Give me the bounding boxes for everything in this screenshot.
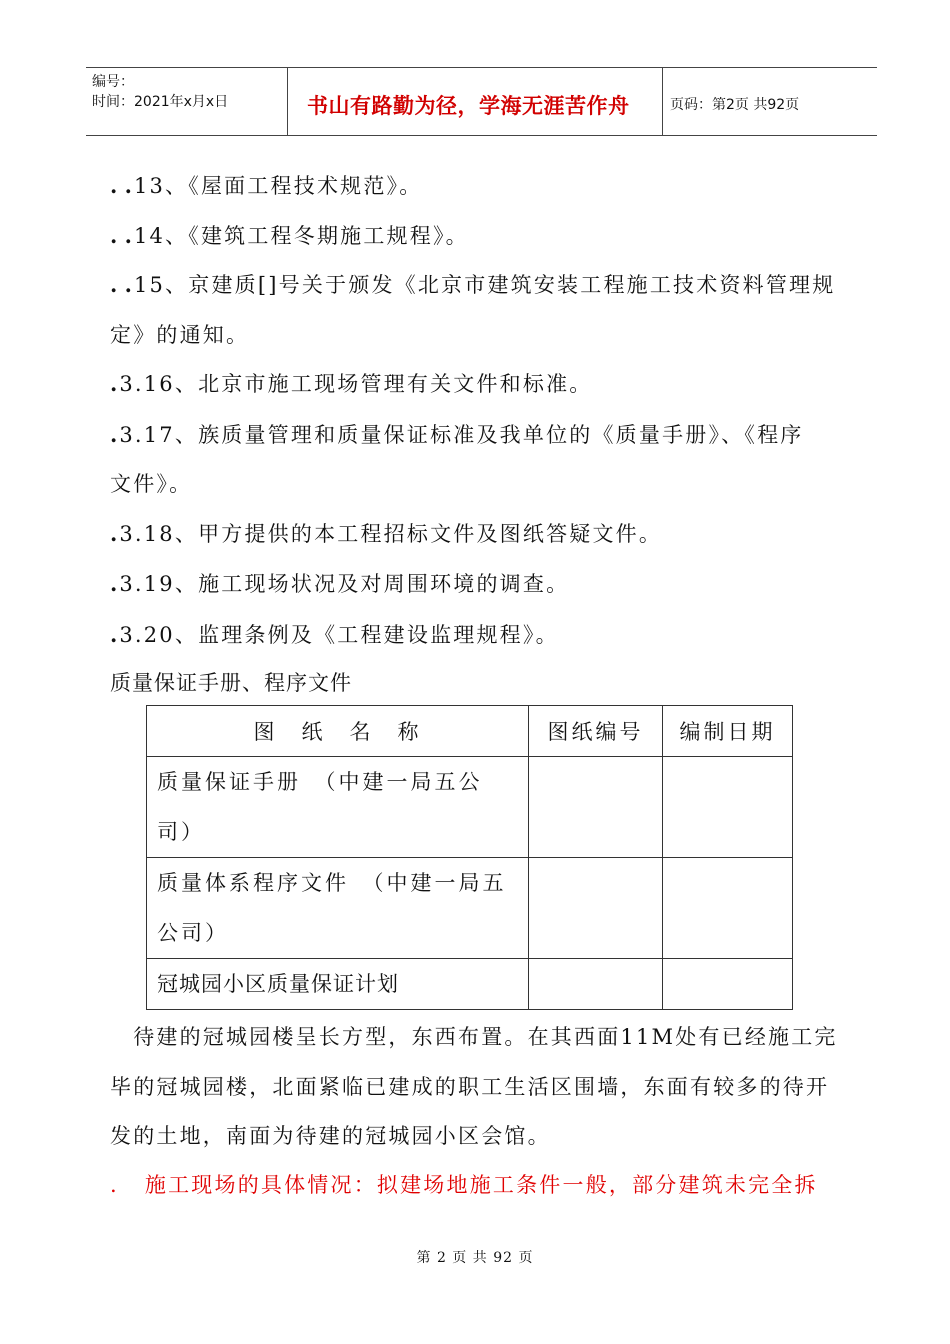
ref-text: 14、《建筑工程冬期施工规程》。 bbox=[133, 224, 469, 248]
list-marker: . . bbox=[110, 272, 132, 297]
table-header-row bbox=[147, 706, 793, 757]
table-cell-name bbox=[147, 757, 529, 858]
document-table bbox=[146, 705, 793, 1010]
cell-text: 质量保证手册 （中建一局五公司） bbox=[157, 770, 483, 844]
list-marker: . . bbox=[110, 173, 132, 198]
header-top-rule bbox=[86, 67, 877, 68]
highlighted-text: 施工现场的具体情况：拟建场地施工条件一般，部分建筑未完全拆 bbox=[144, 1173, 818, 1197]
highlighted-line bbox=[110, 1170, 818, 1200]
header-page-info: 页码：第2页 共92页 bbox=[670, 97, 800, 113]
ref-line-15-cont: 定》的通知。 bbox=[110, 323, 250, 347]
header-bottom-rule bbox=[86, 135, 877, 136]
ref-line-14 bbox=[110, 221, 469, 251]
list-marker: . bbox=[110, 622, 118, 647]
table-cell-date bbox=[663, 757, 793, 858]
table-cell-name bbox=[147, 858, 529, 959]
table-cell-number bbox=[529, 858, 663, 959]
paragraph-line-2: 毕的冠城园楼，北面紧临已建成的职工生活区围墙，东面有较多的待开 bbox=[110, 1075, 830, 1099]
table-row bbox=[147, 959, 793, 1010]
ref-line-15 bbox=[110, 270, 835, 300]
ref-text: 13、《屋面工程技术规范》。 bbox=[133, 174, 423, 198]
table-cell-date bbox=[663, 858, 793, 959]
table-header-cell: 图 纸 名 称 bbox=[147, 706, 529, 757]
table-row bbox=[147, 858, 793, 959]
ref-line-13 bbox=[110, 171, 422, 201]
ref-text: 3.16、北京市施工现场管理有关文件和标准。 bbox=[119, 372, 593, 396]
list-marker: . bbox=[110, 521, 118, 546]
table-cell-date bbox=[663, 959, 793, 1010]
list-marker: . bbox=[110, 571, 118, 596]
paragraph-line-1: 待建的冠城园楼呈长方型，东西布置。在其西面11M处有已经施工完 bbox=[110, 1025, 838, 1049]
ref-text: 3.17、族质量管理和质量保证标准及我单位的《质量手册》、《程序 bbox=[119, 423, 804, 447]
ref-line-19 bbox=[110, 569, 569, 599]
ref-line-18 bbox=[110, 519, 662, 549]
table-header-cell: 编制日期 bbox=[663, 706, 793, 757]
list-marker: . . bbox=[110, 223, 132, 248]
paragraph-line-3: 发的土地，南面为待建的冠城园小区会馆。 bbox=[110, 1124, 551, 1148]
section-title: 质量保证手册、程序文件 bbox=[110, 671, 352, 695]
table-row bbox=[147, 757, 793, 858]
ref-text: 3.19、施工现场状况及对周围环境的调查。 bbox=[119, 572, 570, 596]
ref-text: 3.18、甲方提供的本工程招标文件及图纸答疑文件。 bbox=[119, 522, 663, 546]
ref-line-17 bbox=[110, 420, 803, 450]
cell-text: 质量体系程序文件 （中建一局五公司） bbox=[157, 871, 507, 945]
table-cell-name bbox=[147, 959, 529, 1010]
cell-text: 冠城园小区质量保证计划 bbox=[157, 972, 399, 996]
ref-text: 15、京建质[]号关于颁发《北京市建筑安装工程施工技术资料管理规 bbox=[133, 273, 836, 297]
header-divider-left bbox=[287, 67, 288, 135]
table-header-cell: 图纸编号 bbox=[529, 706, 663, 757]
ref-line-17-cont: 文件》。 bbox=[110, 472, 193, 496]
header-slogan: 书山有路勤为径，学海无涯苦作舟 bbox=[307, 94, 630, 118]
table-cell-number bbox=[529, 757, 663, 858]
page-footer: 第 2 页 共 92 页 bbox=[416, 1250, 534, 1266]
header-divider-right bbox=[662, 67, 663, 135]
list-marker: . bbox=[110, 422, 118, 447]
list-marker: . bbox=[110, 1173, 119, 1197]
ref-line-20 bbox=[110, 620, 559, 650]
table-cell-number bbox=[529, 959, 663, 1010]
ref-text: 3.20、监理条例及《工程建设监理规程》。 bbox=[119, 623, 559, 647]
header-serial-label: 编号： bbox=[92, 74, 134, 90]
ref-line-16 bbox=[110, 369, 592, 399]
list-marker: . bbox=[110, 371, 118, 396]
header-time-label: 时间：2021年x月x日 bbox=[92, 94, 229, 110]
